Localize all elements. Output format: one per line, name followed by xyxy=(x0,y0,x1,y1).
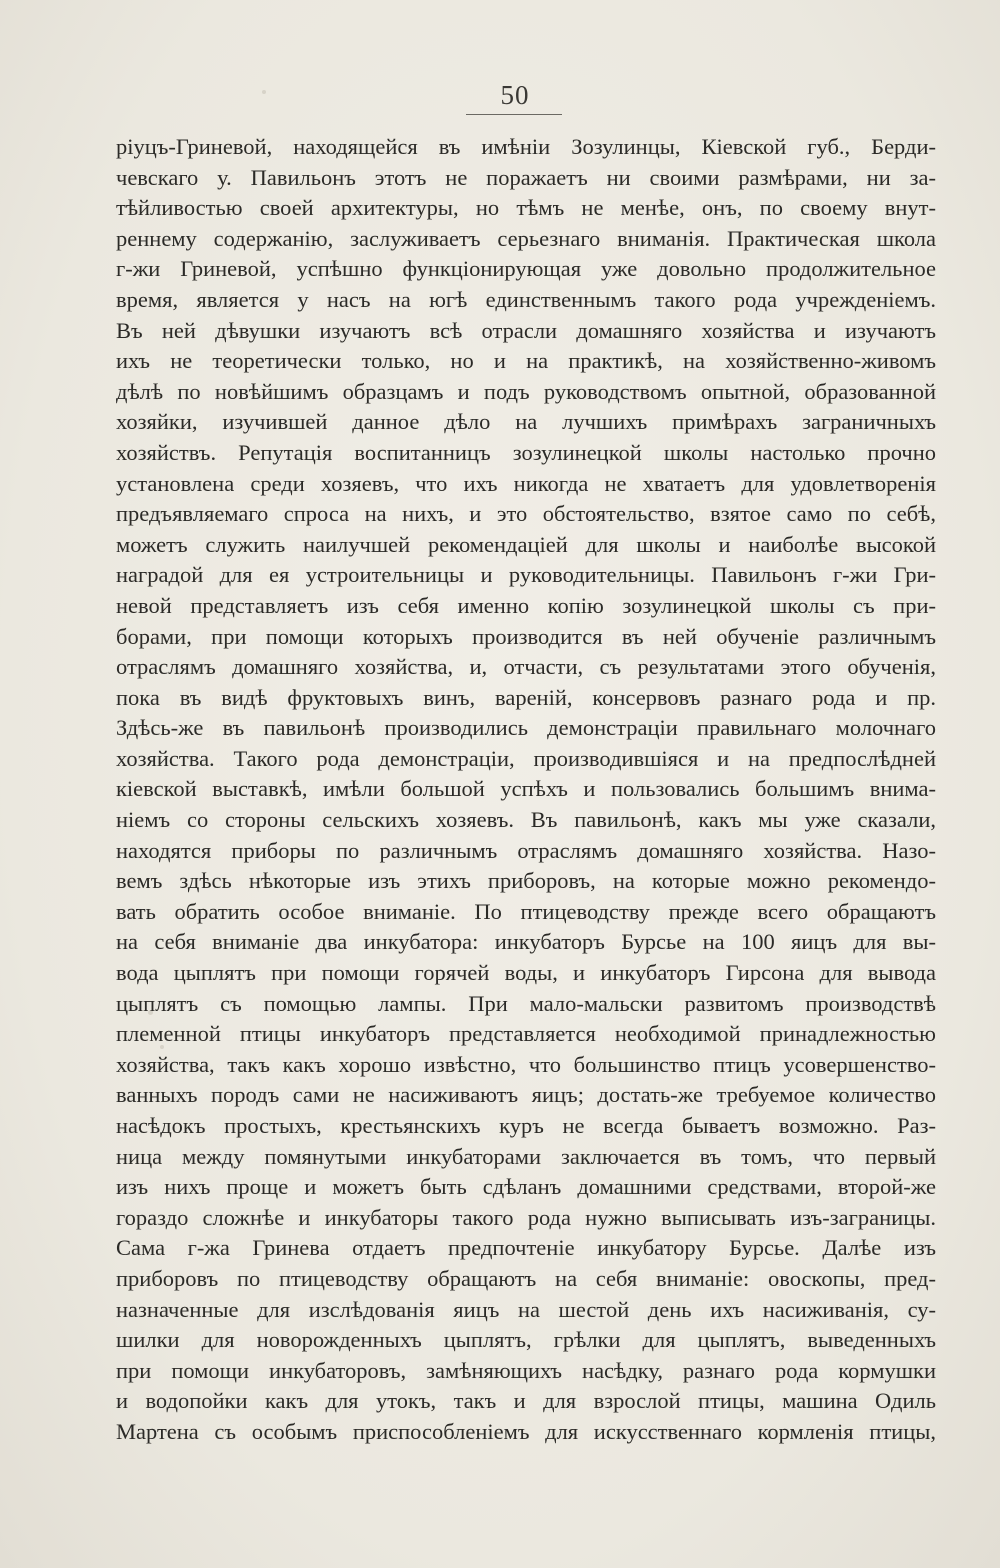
text-line: установлена среди хозяевъ, что ихъ никогда не хватаетъ для удовлетворенія xyxy=(116,470,936,496)
page-number-rule xyxy=(466,114,562,115)
text-line: тѣйливостью своей архитектуры, но тѣмъ не менѣе, онъ, по своему внут- xyxy=(116,195,936,221)
text-line: вать обратить особое вниманіе. По птицеводству прежде всего обращаютъ xyxy=(116,898,936,924)
text-line: невой представляетъ изъ себя именно копію зозулинецкой школы съ при- xyxy=(116,592,936,618)
text-line: Здѣсь-же въ павильонѣ производились демонстраціи правильнаго молочнаго xyxy=(116,715,936,741)
page-number: 50 xyxy=(500,80,530,110)
text-line: г-жи Гриневой, успѣшно функціонирующая уже довольно продолжительное xyxy=(116,256,936,282)
text-line: предъявляемаго спроса на нихъ, и это обстоятельство, взятое само по себѣ, xyxy=(116,501,936,527)
text-line: вемъ здѣсь нѣкоторые изъ этихъ приборовъ, на которые можно рекомендо- xyxy=(116,868,936,894)
text-line: находятся приборы по различнымъ отраслямъ домашняго хозяйства. Назо- xyxy=(116,837,936,863)
text-line: при помощи инкубаторовъ, замѣняющихъ насѣдку, разнаго рода кормушки xyxy=(116,1357,936,1383)
text-line: хозяйки, изучившей данное дѣло на лучшихъ примѣрахъ заграничныхъ xyxy=(116,409,936,435)
text-line: кіевской выставкѣ, имѣли большой успѣхъ и пользовались большимъ внима- xyxy=(116,776,936,802)
text-line: ріуцъ-Гриневой, находящейся въ имѣніи Зозулинцы, Кіевской губ., Берди- xyxy=(116,134,936,159)
text-line: и водопойки какъ для утокъ, такъ и для взрослой птицы, машина Одиль xyxy=(116,1388,936,1414)
text-line: Сама г-жа Гринева отдаетъ предпочтеніе инкубатору Бурсье. Далѣе изъ xyxy=(116,1235,936,1261)
text-line: хозяйства. Такого рода демонстраціи, производившіяся и на предпослѣдней xyxy=(116,745,936,771)
text-line: хозяйствъ. Репутація воспитанницъ зозулинецкой школы настолько прочно xyxy=(116,439,936,465)
text-line: ніемъ со стороны сельскихъ хозяевъ. Въ павильонѣ, какъ мы уже сказали, xyxy=(116,807,936,833)
text-line: пока въ видѣ фруктовыхъ винъ, вареній, консервовъ разнаго рода и пр. xyxy=(116,684,936,710)
text-line: реннему содержанію, заслуживаетъ серьезнаго вниманія. Практическая школа xyxy=(116,225,936,251)
text-line: наградой для ея устроительницы и руководительницы. Павильонъ г-жи Гри- xyxy=(116,562,936,588)
text-line: борами, при помощи которыхъ производится въ ней обученіе различнымъ xyxy=(116,623,936,649)
text-line: на себя вниманіе два инкубатора: инкубаторъ Бурсье на 100 яицъ для вы- xyxy=(116,929,936,955)
text-line: ванныхъ породъ сами не насиживаютъ яицъ; достать-же требуемое количество xyxy=(116,1082,936,1108)
text-line: гораздо сложнѣе и инкубаторы такого рода нужно выписывать изъ-заграницы. xyxy=(116,1204,936,1230)
paper-spot xyxy=(148,1010,153,1015)
text-line: приборовъ по птицеводству обращаютъ на себя вниманіе: овоскопы, пред- xyxy=(116,1265,936,1291)
text-line: можетъ служить наилучшей рекомендаціей для школы и наиболѣе высокой xyxy=(116,531,936,557)
paper-spot xyxy=(262,90,266,94)
text-line: отраслямъ домашняго хозяйства, и, отчасти, съ результатами этого обученія, xyxy=(116,654,936,680)
text-line: чевскаго у. Павильонъ этотъ не поражаетъ ни своими размѣрами, ни за- xyxy=(116,164,936,190)
text-line: время, является у насъ на югѣ единственнымъ такого рода учрежденіемъ. xyxy=(116,286,936,312)
text-line: ница между помянутыми инкубаторами заключается въ томъ, что первый xyxy=(116,1143,936,1169)
text-line: назначенные для изслѣдованія яицъ на шестой день ихъ насиживанія, су- xyxy=(116,1296,936,1322)
text-line: Въ ней дѣвушки изучаютъ всѣ отрасли домашняго хозяйства и изучаютъ xyxy=(116,317,936,343)
body-text xyxy=(116,132,936,1448)
text-line: хозяйства, такъ какъ хорошо извѣстно, что большинство птицъ усовершенство- xyxy=(116,1051,936,1077)
text-line: цыплятъ съ помощью лампы. При мало-мальски развитомъ производствѣ xyxy=(116,990,936,1016)
text-line: племенной птицы инкубаторъ представляется необходимой принадлежностью xyxy=(116,1021,936,1047)
text-line: ихъ не теоретически только, но и на практикѣ, на хозяйственно-живомъ xyxy=(116,348,936,374)
text-line: насѣдокъ простыхъ, крестьянскихъ куръ не всегда бываетъ возможно. Раз- xyxy=(116,1113,936,1138)
paper-spot xyxy=(160,1045,164,1049)
text-line: шилки для новорожденныхъ цыплятъ, грѣлки для цыплятъ, выведенныхъ xyxy=(116,1327,936,1353)
text-line: Мартена съ особымъ приспособленіемъ для искусственнаго кормленія птицы, xyxy=(116,1418,936,1444)
text-line: изъ нихъ проще и можетъ быть сдѣланъ домашними средствами, второй-же xyxy=(116,1174,936,1200)
text-line: дѣлѣ по новѣйшимъ образцамъ и подъ руководствомъ опытной, образованной xyxy=(116,378,936,404)
text-line: вода цыплятъ при помощи горячей воды, и инкубаторъ Гирсона для вывода xyxy=(116,960,936,986)
